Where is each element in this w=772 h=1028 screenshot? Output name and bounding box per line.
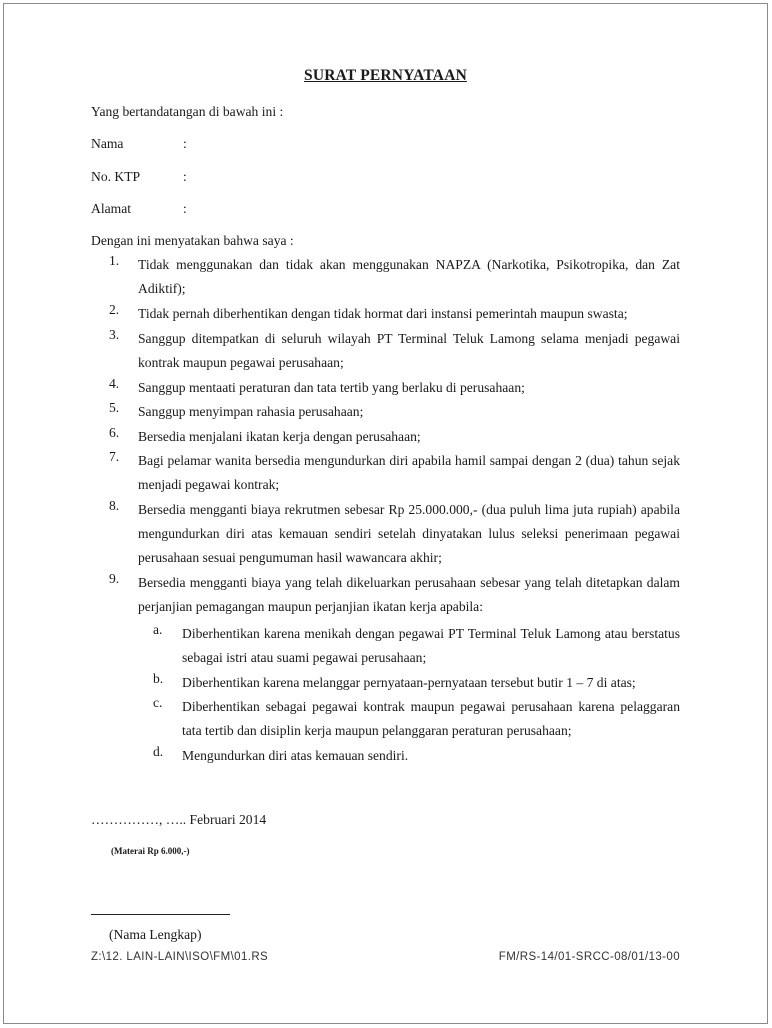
item-number: 4. xyxy=(109,376,120,391)
signature-name: (Nama Lengkap) xyxy=(109,927,202,942)
sub-item-text: Diberhentikan sebagai pegawai kontrak maupun pegawai perusahaan karena pelaggaran tata tertib dan disiplin kerja maupun pelanggaran peraturan perusahaan; xyxy=(182,699,680,738)
sub-item-text: Mengundurkan diri atas kemauan sendiri. xyxy=(182,748,409,763)
field-colon: : xyxy=(183,136,187,151)
item-text: Sanggup menyimpan rahasia perusahaan; xyxy=(138,404,364,419)
field-colon: : xyxy=(183,169,187,184)
item-text: Bersedia mengganti biaya rekrutmen sebesar Rp 25.000.000,- (dua puluh lima juta rupiah) apabila mengundurkan diri atas kemauan sendiri setelah dinyatakan lulus seleksi penerimaan pegawai perusahaan sesuai pengumuman hasil wawancara akhir; xyxy=(138,502,680,565)
intro-text: Yang bertandatangan di bawah ini : xyxy=(91,104,284,119)
item-number: 6. xyxy=(109,425,120,440)
item-number: 8. xyxy=(109,498,120,513)
item-text: Tidak menggunakan dan tidak akan menggunakan NAPZA (Narkotika, Psikotropika, dan Zat Adiktif); xyxy=(138,257,680,296)
item-number: 1. xyxy=(109,253,120,268)
sub-item-letter: d. xyxy=(153,744,164,759)
sub-item-letter: a. xyxy=(153,622,163,637)
item-text: Bersedia menjalani ikatan kerja dengan perusahaan; xyxy=(138,429,421,444)
field-label: No. KTP xyxy=(91,169,141,184)
item-text: Tidak pernah diberhentikan dengan tidak hormat dari instansi pemerintah maupun swasta; xyxy=(138,306,628,321)
document-title: SURAT PERNYATAAN xyxy=(304,67,467,84)
item-text: Bersedia mengganti biaya yang telah dikeluarkan perusahaan sebesar yang telah ditetapkan dalam perjanjian pemagangan maupun perjanjian ikatan kerja apabila: xyxy=(138,575,680,614)
item-text: Sanggup ditempatkan di seluruh wilayah PT Terminal Teluk Lamong selama menjadi pegawai kontrak maupun pegawai perusahaan; xyxy=(138,331,680,370)
item-number: 2. xyxy=(109,302,120,317)
item-number: 7. xyxy=(109,449,120,464)
item-number: 3. xyxy=(109,327,120,342)
sub-item-text: Diberhentikan karena menikah dengan pegawai PT Terminal Teluk Lamong atau berstatus sebagai istri atau suami pegawai perusahaan; xyxy=(182,626,680,665)
item-number: 5. xyxy=(109,400,120,415)
item-number: 9. xyxy=(109,571,120,586)
materai-note: (Materai Rp 6.000,-) xyxy=(111,846,190,856)
footer-file-path: Z:\12. LAIN-LAIN\ISO\FM\01.RS xyxy=(91,951,269,963)
field-label: Nama xyxy=(91,136,124,151)
date-line: ……………, ….. Februari 2014 xyxy=(91,812,267,827)
sub-item-letter: b. xyxy=(153,671,164,686)
item-text: Bagi pelamar wanita bersedia mengundurkan diri apabila hamil sampai dengan 2 (dua) tahun sejak menjadi pegawai kontrak; xyxy=(138,453,680,492)
statement-intro: Dengan ini menyatakan bahwa saya : xyxy=(91,233,294,248)
field-label: Alamat xyxy=(91,201,132,216)
sub-item-text: Diberhentikan karena melanggar pernyataan-pernyataan tersebut butir 1 – 7 di atas; xyxy=(182,675,636,690)
signature-line xyxy=(91,914,230,915)
field-colon: : xyxy=(183,201,187,216)
footer-form-code: FM/RS-14/01-SRCC-08/01/13-00 xyxy=(498,951,680,963)
item-text: Sanggup mentaati peraturan dan tata tertib yang berlaku di perusahaan; xyxy=(138,380,525,395)
sub-item-letter: c. xyxy=(153,695,163,710)
